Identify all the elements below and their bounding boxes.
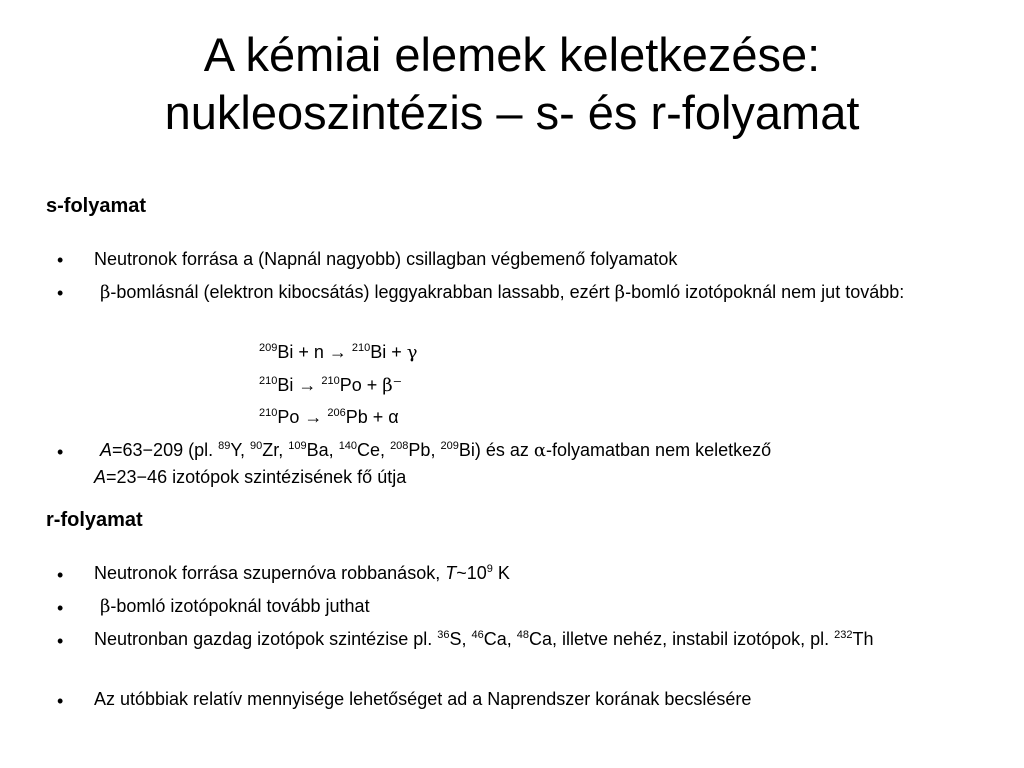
slide-title	[0, 26, 1024, 142]
title-line-1: A kémiai elemek keletkezése:	[203, 28, 821, 81]
equation-po210-decay: $^{210}$Po → $^{206}$Pb + α	[259, 407, 399, 427]
bullet-marker: •	[57, 283, 64, 303]
equation-bi209-capture: $^{209}$Bi + n → $^{210}$Bi + γ	[259, 342, 418, 363]
s-item-beta-decay: β-bomlásnál (elektron kibocsátás) leggyakrabban lassabb, ezért β-bomló izotópoknál nem jut tovább:	[100, 282, 905, 303]
r-process-heading: r-folyamat	[46, 509, 143, 531]
bullet-marker: •	[57, 631, 64, 651]
s-item-neutron-source: Neutronok forrása a (Napnál nagyobb) csillagban végbemenő folyamatok	[94, 249, 678, 269]
equation-bi210-decay: $^{210}$Bi → $^{210}$Po + β⁻	[259, 375, 403, 396]
bullet-marker: •	[57, 691, 64, 711]
r-item-beta-decay: β-bomló izotópoknál tovább juthat	[100, 596, 370, 617]
bullet-marker: •	[57, 565, 64, 585]
r-item-neutron-rich: Neutronban gazdag izotópok szintézise pl. $^{36}$S, $^{46}$Ca, $^{48}$Ca, illetve nehéz, instabil izotópok, pl. $^{232}$Th	[94, 629, 874, 649]
r-item-solar-system-age: Az utóbbiak relatív mennyisége lehetőséget ad a Naprendszer korának becslésére	[94, 689, 752, 709]
alpha-symbol: α	[533, 440, 546, 461]
beta-symbol: β	[614, 282, 626, 303]
bullet-marker: •	[57, 598, 64, 618]
s-item-mass-range: A=63−209 (pl. $^{89}$Y, $^{90}$Zr, $^{109}$Ba, $^{140}$Ce, $^{208}$Pb, $^{209}$Bi) és az α-folyamatban nem keletkező A=23−46 izotópok szintézisének fő útja	[94, 440, 772, 487]
r-item-neutron-source: Neutronok forrása szupernóva robbanások, $T\sim 10^9$ K	[94, 563, 510, 583]
beta-symbol: β	[100, 596, 111, 617]
bullet-marker: •	[57, 250, 64, 270]
bullet-marker: •	[57, 442, 64, 462]
beta-symbol: β	[100, 282, 111, 303]
title-line-2: nukleoszintézis – s- és r-folyamat	[164, 86, 860, 139]
s-process-heading: s-folyamat	[46, 195, 147, 217]
